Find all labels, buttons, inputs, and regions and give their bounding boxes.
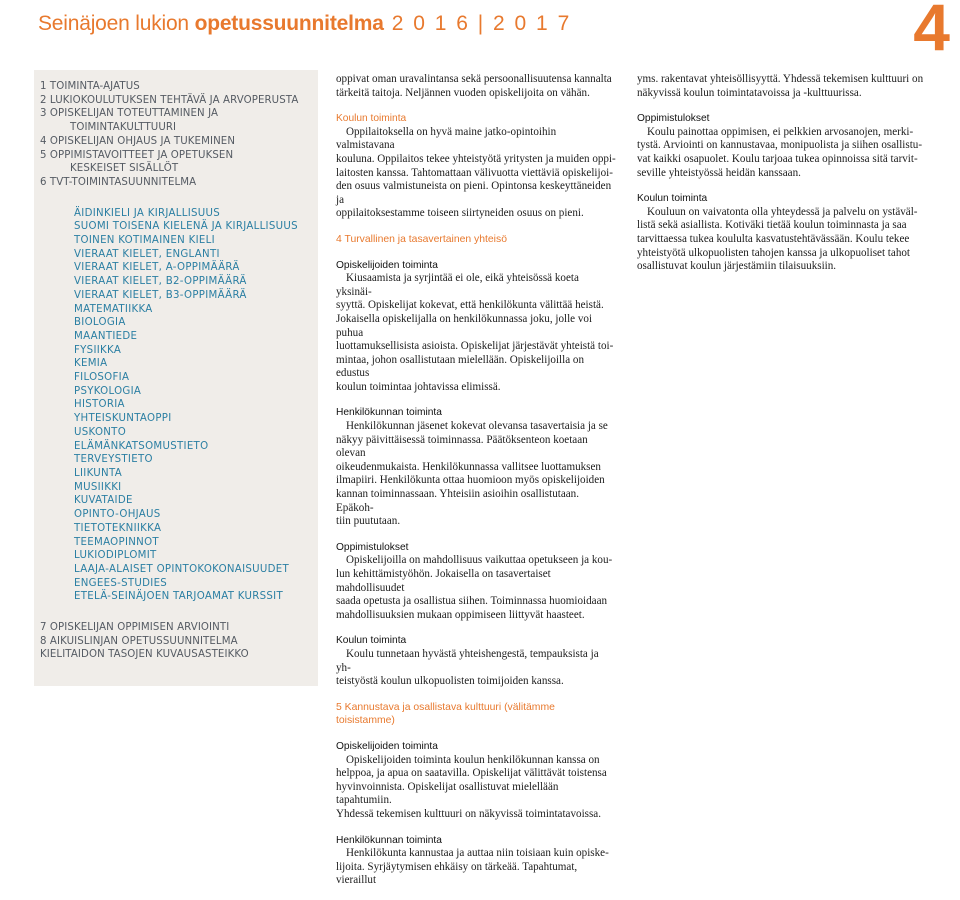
toc-subject[interactable]: TOINEN KOTIMAINEN KIELI [74, 235, 215, 247]
paragraph-henkilokunnan-toiminta-2 [336, 834, 616, 888]
toc-item-4[interactable]: 4 OPISKELIJAN OHJAUS JA TUKEMINEN [40, 135, 236, 147]
toc-subject[interactable]: VIERAAT KIELET, ENGLANTI [74, 248, 220, 260]
page-header [38, 12, 571, 52]
text-line: Koulu painottaa oppimisen, ei pelkkien arvosanojen, merki- [647, 125, 914, 138]
toc-subject[interactable]: ÄIDINKIELI JA KIRJALLISUUS [74, 207, 221, 219]
toc-item-1[interactable]: 1 TOIMINTA-AJATUS [40, 81, 140, 92]
content-column-right [637, 73, 927, 286]
text-line: tärkeitä taitoja. Neljännen vuoden opiskelijoita on vähän. [336, 86, 590, 99]
content-column-middle [336, 73, 616, 900]
text-line: Kiusaamista ja syrjintää ei ole, eikä yhteisössä koeta yksinäi- [336, 272, 579, 298]
text-line: teistyöstä koulun ulkopuolisten toimijoiden kanssa. [336, 675, 564, 688]
section-title: 5 Kannustava ja osallistava kulttuuri (välitämme toisistamme) [336, 701, 555, 727]
chapter-number: 4 [913, 0, 950, 64]
toc-item-6[interactable]: 6 TVT-TOIMINTASUUNNITELMA [40, 176, 197, 188]
text-line: oppilaitoksestamme toiseen siirtyneiden osuus on pieni. [336, 207, 584, 220]
toc-subject[interactable]: KUVATAIDE [74, 495, 133, 507]
text-line: Kouluun on vaivatonta olla yhteydessä ja palvelu on ystäväl- [647, 205, 918, 218]
text-line: listä sekä asiallista. Kotiväki tietää koulun toiminnasta ja saa [637, 219, 907, 232]
text-line: lun kehittämistyöhön. Jokaisella on tasavertaiset mahdollisuudet [336, 568, 551, 594]
text-line: oikeudenmukaista. Henkilökunnassa vallitsee luottamuksen [336, 460, 601, 473]
toc-item-3[interactable]: 3 OPISKELIJAN TOTEUTTAMINEN JA [40, 108, 219, 120]
paragraph-oppimistulokset [336, 541, 616, 623]
toc-subject[interactable]: ENGEES-STUDIES [74, 577, 168, 589]
toc-subject[interactable]: LAAJA-ALAISET OPINTOKOKONAISUUDET [74, 563, 290, 575]
toc-subject[interactable]: VIERAAT KIELET, B2-OPPIMÄÄRÄ [74, 276, 247, 288]
text-line: osallistuvat koulun järjestämiin tilaisuuksiin. [637, 260, 837, 273]
document-title [38, 12, 571, 36]
text-line: Opiskelijoiden toiminta koulun henkilökunnan kanssa on [346, 753, 600, 766]
text-line: ilmapiiri. Henkilökunta ottaa huomioon myös opiskelijoiden [336, 474, 605, 487]
text-line: näkyy päivittäisessä toiminnassa. Päätöksenteon koetaan olevan [336, 433, 588, 460]
toc-subject[interactable]: MATEMATIIKKA [74, 303, 153, 315]
title-part-2: opetussuunnitelma [194, 12, 384, 35]
paragraph-koulun-toiminta-2 [336, 634, 616, 688]
paragraph-opiskelijoiden-toiminta [336, 259, 616, 395]
text-line: tystä. Arviointi on kannustavaa, monipuolista ja siihen osallistu- [637, 139, 923, 152]
paragraph-koulun-toiminta [336, 112, 616, 221]
toc-subject[interactable]: ETELÄ-SEINÄJOEN TARJOAMAT KURSSIT [74, 591, 283, 603]
toc-subject[interactable]: YHTEISKUNTAOPPI [74, 413, 172, 425]
toc-subject[interactable]: LIIKUNTA [74, 467, 122, 479]
table-of-contents [34, 70, 318, 686]
intro-paragraph [637, 73, 927, 100]
text-line: kouluna. Oppilaitos tekee yhteistyötä yritysten ja muiden oppi- [336, 152, 616, 165]
text-line: helppoa, ja apua on saatavilla. Opiskelijat välittävät toistensa [336, 767, 607, 780]
text-line: seville yhteistyössä heidän kanssaan. [637, 166, 801, 179]
paragraph-heading: Opiskelijoiden toiminta [336, 259, 438, 271]
section-title: 4 Turvallinen ja tasavertainen yhteisö [336, 233, 507, 245]
paragraph-heading: Koulun toiminta [336, 113, 407, 125]
text-line: näkyvissä koulun toimintatavoissa ja -kulttuurissa. [637, 86, 862, 99]
paragraph-heading: Opiskelijoiden toiminta [336, 740, 438, 752]
paragraph-heading: Oppimistulokset [637, 113, 710, 125]
title-years: 2 0 1 6 | 2 0 1 7 [391, 12, 572, 35]
text-line: tarvittaessa tukea koululta kasvatustehtävässään. Koulu tekee [637, 232, 910, 245]
paragraph-heading: Koulun toiminta [637, 193, 708, 205]
text-line: kannan toiminnassaan. Yhteisiin asioihin osallistutaan. Epäkoh- [336, 488, 579, 514]
toc-subject[interactable]: HISTORIA [74, 399, 125, 411]
text-line: mahdollisuuksien mukaan oppimiseen liittyvät haasteet. [336, 608, 585, 621]
toc-item-8[interactable]: 8 AIKUISLINJAN OPETUSSUUNNITELMA [40, 635, 238, 647]
toc-item-5-cont[interactable]: KESKEISET SISÄLLÖT [70, 163, 179, 175]
text-line: yhteistyötä ulkopuolisten tahojen kanssa ja ulkopuoliset tahot [637, 246, 910, 259]
text-line: Henkilökunnan jäsenet kokevat olevansa tasavertaisia ja se [346, 420, 608, 433]
toc-subject[interactable]: ELÄMÄNKATSOMUSTIETO [74, 440, 209, 452]
text-line: tiin puututaan. [336, 515, 401, 528]
toc-subject[interactable]: SUOMI TOISENA KIELENÄ JA KIRJALLISUUS [74, 221, 298, 233]
title-part-1: Seinäjoen lukion [38, 12, 195, 35]
toc-item-2[interactable]: 2 LUKIOKOULUTUKSEN TEHTÄVÄ JA ARVOPERUSTA [40, 94, 299, 106]
paragraph-heading: Henkilökunnan toiminta [336, 407, 442, 419]
subject-list [74, 207, 318, 604]
text-line: hyvinvoinnista. Opiskelijat osallistuvat mielellään tapahtumiin. [336, 780, 559, 807]
toc-subject[interactable]: MUSIIKKI [74, 481, 122, 493]
toc-item-3-cont[interactable]: TOIMINTAKULTTUURI [70, 122, 177, 134]
text-line: koulun toimintaa johtavissa elimissä. [336, 380, 501, 393]
paragraph-henkilokunnan-toiminta [336, 406, 616, 528]
text-line: lijoita. Syrjäytymisen ehkäisy on tärkeää. Tapahtumat, vieraillut [336, 860, 578, 887]
toc-subject[interactable]: VIERAAT KIELET, B3-OPPIMÄÄRÄ [74, 289, 247, 301]
text-line: vat kaikki osapuolet. Koulu tarjoaa tukea opinnoissa sitä tarvit- [637, 152, 918, 165]
text-line: Koulu tunnetaan hyvästä yhteishengestä, tempauksista ja yh- [336, 647, 599, 674]
text-line: Henkilökunta kannustaa ja auttaa niin toisiaan kuin opiske- [346, 847, 609, 860]
toc-subject[interactable]: MAANTIEDE [74, 330, 138, 342]
toc-subject[interactable]: FILOSOFIA [74, 372, 130, 384]
toc-item-language-scale[interactable]: KIELITAIDON TASOJEN KUVAUSASTEIKKO [40, 649, 249, 661]
toc-subject[interactable]: KEMIA [74, 358, 108, 370]
text-line: mintaa, johon osallistutaan mielellään. Opiskelijoilla on edustus [336, 353, 585, 380]
toc-subject[interactable]: TERVEYSTIETO [74, 454, 153, 466]
text-line: Yhdessä tekemisen kulttuuri on näkyvissä toimintatavoissa. [336, 807, 601, 820]
toc-item-5[interactable]: 5 OPPIMISTAVOITTEET JA OPETUKSEN [40, 149, 234, 161]
toc-subject[interactable]: OPINTO-OHJAUS [74, 509, 161, 521]
toc-item-7[interactable]: 7 OPISKELIJAN OPPIMISEN ARVIOINTI [40, 622, 230, 634]
text-line: yms. rakentavat yhteisöllisyyttä. Yhdessä tekemisen kulttuuri on [637, 73, 924, 85]
paragraph-oppimistulokset [637, 112, 927, 180]
text-line: oppivat oman uravalintansa sekä persoonallisuutensa kannalta [336, 73, 612, 85]
toc-subject[interactable]: BIOLOGIA [74, 317, 126, 329]
paragraph-heading: Koulun toiminta [336, 635, 407, 647]
toc-subject[interactable]: TEEMAOPINNOT [74, 536, 159, 548]
text-line: syyttä. Opiskelijat kokevat, että henkilökunta välittää heistä. [336, 299, 604, 312]
paragraph-koulun-toiminta [637, 192, 927, 274]
text-line: laitosten kanssa. Tahtomattaan välivuotta viettäviä opiskelijoi- [336, 166, 613, 179]
text-line: den osuus valmistuneista on pieni. Opintonsa keskeyttäneiden ja [336, 180, 612, 206]
toc-subject[interactable]: LUKIODIPLOMIT [74, 550, 157, 562]
paragraph-heading: Henkilökunnan toiminta [336, 834, 442, 846]
paragraph-heading: Oppimistulokset [336, 541, 409, 553]
toc-subject[interactable]: FYSIIKKA [74, 344, 122, 356]
toc-subject[interactable]: PSYKOLOGIA [74, 385, 142, 397]
intro-paragraph [336, 73, 616, 100]
text-line: Jokaisella opiskelijalla on henkilökunnassa joku, jolle voi puhua [336, 312, 593, 339]
toc-subject[interactable]: VIERAAT KIELET, A-OPPIMÄÄRÄ [74, 262, 240, 274]
paragraph-opiskelijoiden-toiminta-2 [336, 740, 616, 822]
text-line: Opiskelijoilla on mahdollisuus vaikuttaa opetukseen ja kou- [346, 554, 613, 567]
toc-subject[interactable]: TIETOTEKNIIKKA [74, 522, 162, 534]
text-line: Oppilaitoksella on hyvä maine jatko-opintoihin valmistavana [336, 125, 557, 152]
text-line: luottamuksellisista asioista. Opiskelijat järjestävät yhteistä toi- [336, 340, 614, 353]
text-line: saada opetusta ja osallistua siihen. Toiminnassa huomioidaan [336, 595, 608, 608]
toc-subject[interactable]: USKONTO [74, 426, 127, 438]
